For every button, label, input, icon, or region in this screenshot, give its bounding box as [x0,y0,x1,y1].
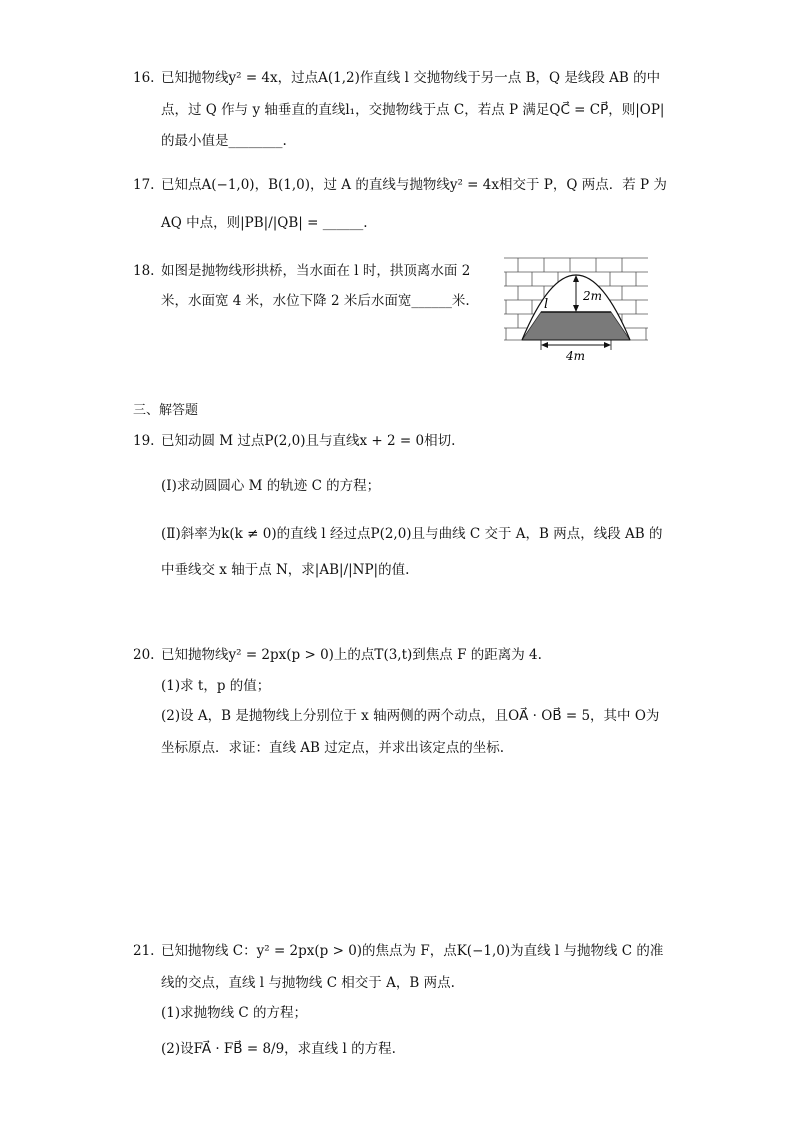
q19-part2-line2: 中垂线交 x 轴于点 N，求|AB|/|NP|的值. [161,562,410,578]
arch-bridge-figure [500,252,652,364]
q21-line2: 线的交点，直线 l 与抛物线 C 相交于 A，B 两点. [161,975,455,991]
q17-number: 17. [133,177,155,193]
q21-part1: (1)求抛物线 C 的方程； [161,1005,308,1021]
q20-part2-line2: 坐标原点．求证：直线 AB 过定点，并求出该定点的坐标. [161,740,505,756]
q18-line1: 如图是抛物线形拱桥，当水面在 l 时，拱顶离水面 2 [161,263,471,279]
water-area [522,312,630,340]
q19-number: 19. [133,433,155,449]
q16-line1: 已知抛物线y² = 4x，过点A(1,2)作直线 l 交抛物线于另一点 B，Q 是线段 AB 的中 [161,70,661,86]
section-heading: 三、解答题 [133,403,199,418]
q18-number: 18. [133,263,155,279]
q20-part2-line1: (2)设 A，B 是抛物线上分别位于 x 轴两侧的两个动点，且OA⃗ · OB⃗ = 5，其中 O为 [161,708,660,724]
q17-line2: AQ 中点，则|PB|/|QB| = ______. [161,215,368,231]
q18-line2: 米，水面宽 4 米，水位下降 2 米后水面宽______米. [161,293,470,309]
q19-line1: 已知动圆 M 过点P(2,0)且与直线x + 2 = 0相切. [161,433,456,449]
q21-part2: (2)设FA⃗ · FB⃗ = 8/9，求直线 l 的方程. [161,1041,396,1057]
width-arrow-right [604,342,611,348]
q20-part1: (1)求 t，p 的值； [161,678,271,694]
q20-line1: 已知抛物线y² = 2px(p > 0)上的点T(3,t)到焦点 F 的距离为 4. [161,647,542,663]
q16-line3: 的最小值是________. [161,133,287,149]
q19-part1: (Ⅰ)求动圆圆心 M 的轨迹 C 的方程； [161,478,381,494]
width-label: 4m [566,349,586,363]
line-label-l: l [544,297,549,312]
q21-line1: 已知抛物线 C：y² = 2px(p > 0)的焦点为 F，点K(−1,0)为直线 l 与抛物线 C 的准 [161,943,664,959]
q20-number: 20. [133,647,155,663]
height-label: 2m [583,289,603,303]
width-arrow-left [541,342,548,348]
q21-number: 21. [133,943,155,959]
q16-line2: 点，过 Q 作与 y 轴垂直的直线l₁，交抛物线于点 C，若点 P 满足QC⃗ = CP⃗，则|OP| [161,102,665,118]
q19-part2-line1: (Ⅱ)斜率为k(k ≠ 0)的直线 l 经过点P(2,0)且与曲线 C 交于 A，B 两点，线段 AB 的 [161,526,663,542]
q17-line1: 已知点A(−1,0)，B(1,0)，过 A 的直线与抛物线y² = 4x相交于 P，Q 两点．若 P 为 [161,177,667,193]
q16-number: 16. [133,70,155,86]
